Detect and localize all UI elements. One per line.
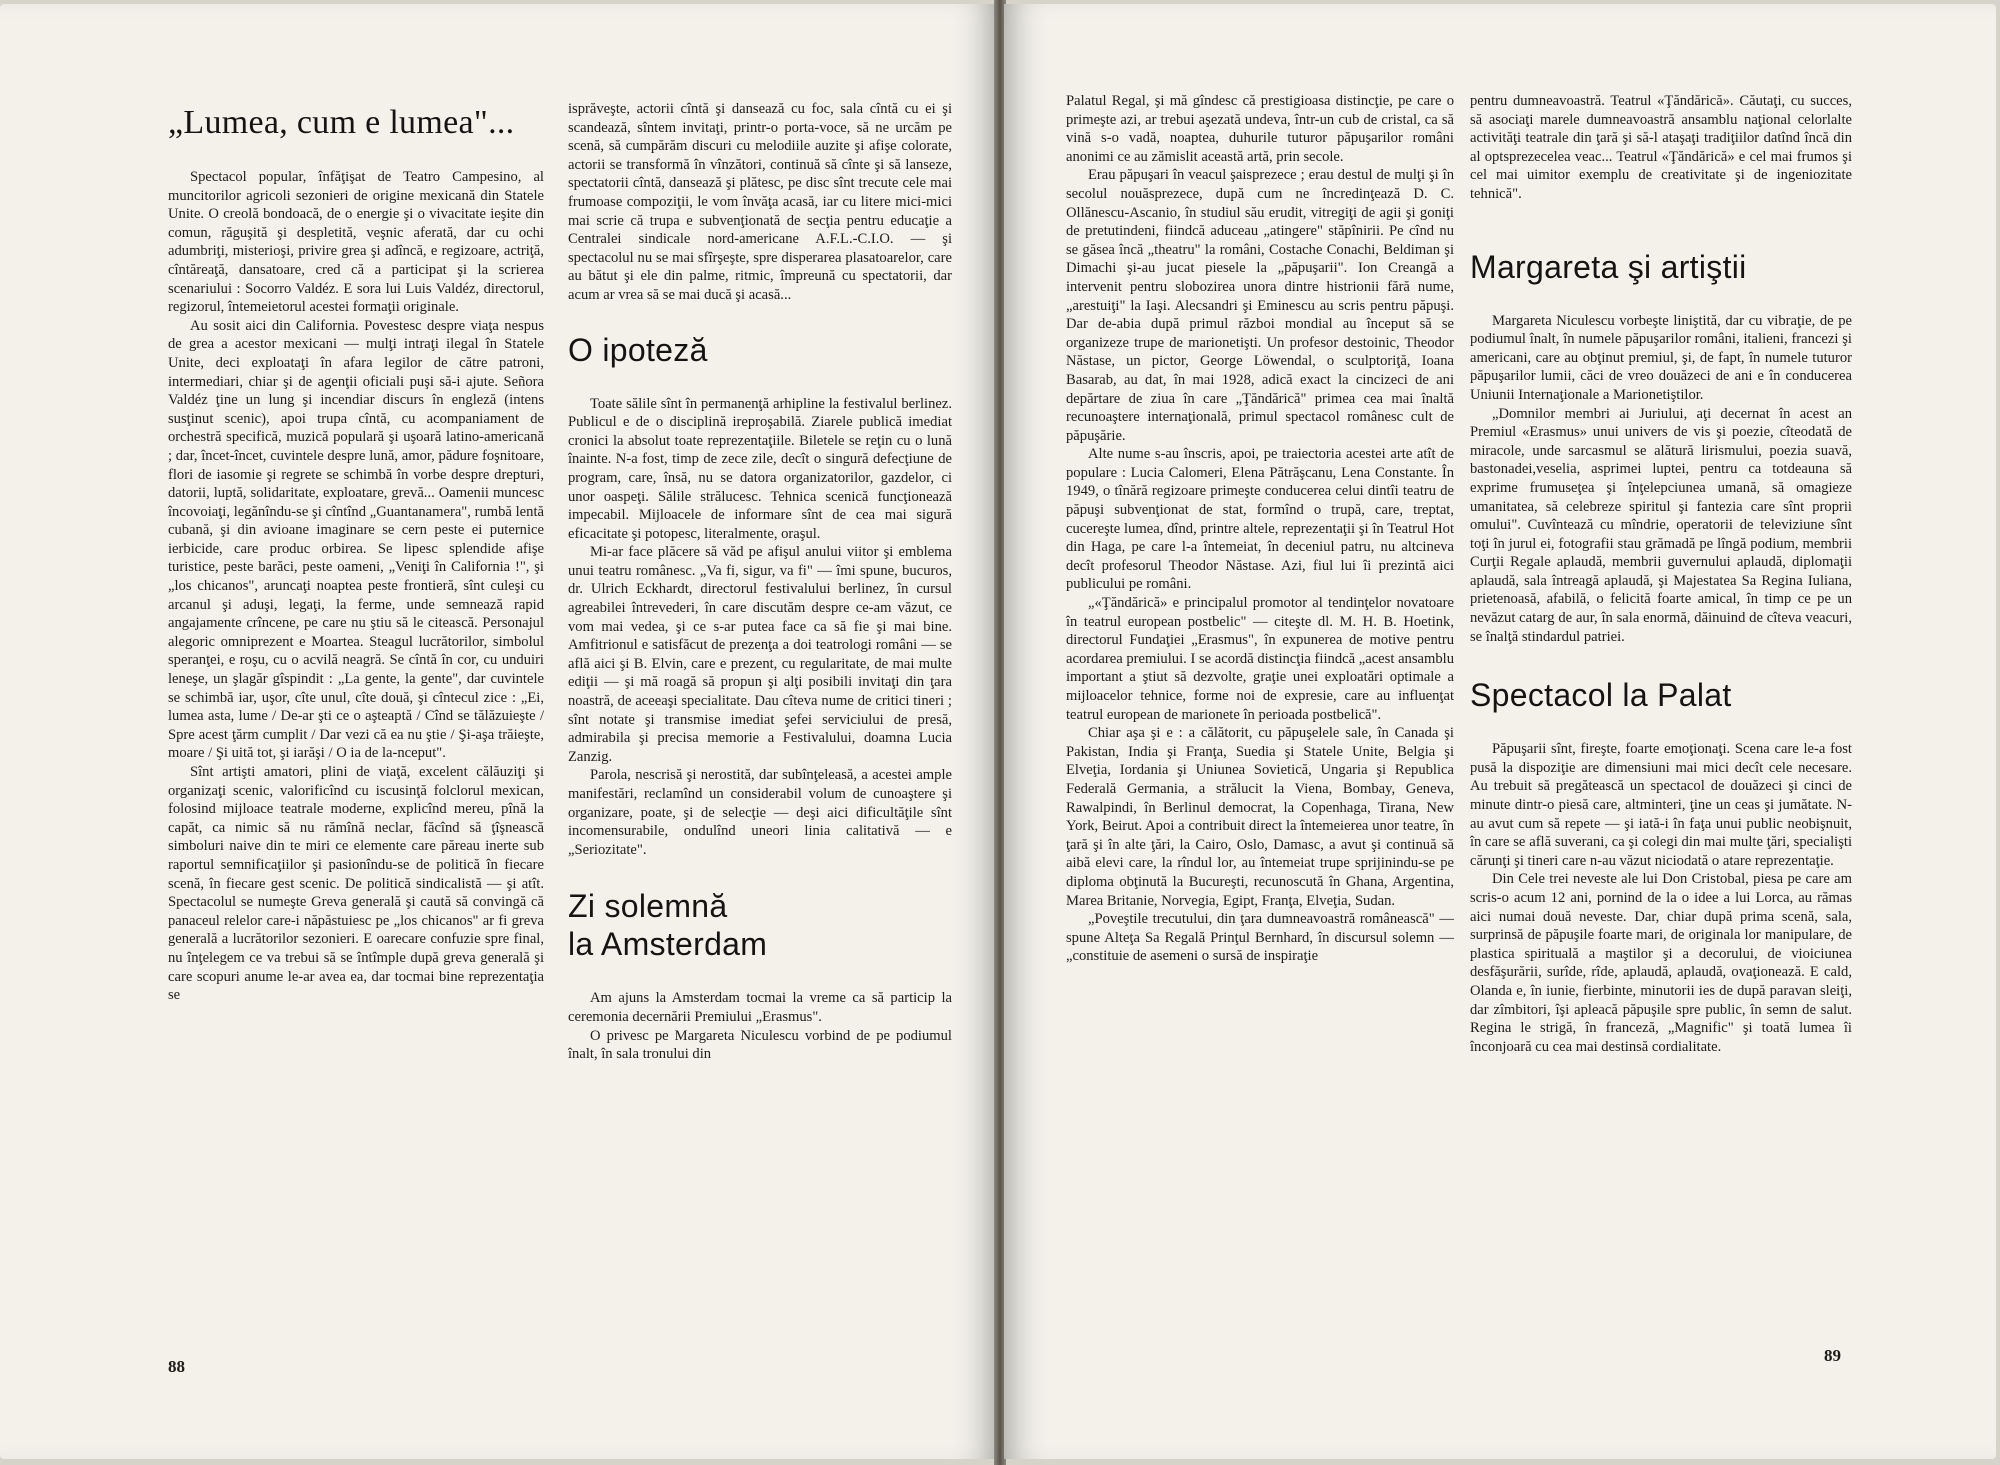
paragraph: Spectacol popular, înfăţişat de Teatro Campesino, al muncitorilor agricoli sezonieri de origine mexicană din Statele Unite. O creolă bondoacă, de o energie şi o vivacitate ieşite din comun, răguşită şi despletită, veşnic aferată, dar cu ochi adumbriţi, misterioşi, privire grea şi adîncă, e regizoare, actriţă, cîntăreaţă, dansatoare, cred că a participat şi la scrierea scenariului : Socorro Valdéz. E sora lui Luis Valdéz, directorul, regizorul, întemeietorul acestei formaţii originale. [168, 169, 544, 316]
paragraph: Mi-ar face plăcere să văd pe afişul anului viitor şi emblema unui teatru românesc. „Va fi, sigur, va fi" — îmi spune, bucuros, dr. Ulrich Eckhardt, directorul festivalului berlinez, în cursul agreabilei întrevederi, în care discutăm despre ce-am văzut, ce vom mai vedea, şi ce s-ar putea face ca să fie şi mai bine. Amfitrionul e satisfăcut de prezenţa a doi teatrologi români — se află aici şi B. Elvin, care e prezent, cu regularitate, de mai multe ediţii — şi mă roagă să propun şi alţi posibili invitaţi din ţara noastră, de aceeaşi specialitate. Dau cîteva nume de critici tineri ; sînt notate şi transmise imediat şefei serviciului de presă, admirabila şi precisa memorie a Festivalului, doamna Lucia Zanzig. [568, 544, 952, 765]
paragraph: pentru dumneavoastră. Teatrul «Ţăndărică». Căutaţi, cu succes, să asociaţi marele dumneavoastră ansamblu naţional celorlalte activităţi teatrale din ţară şi să-l ataşaţi tradiţiilor datînd încă din al optsprezecelea veac... Teatrul «Ţăndărică» e cel mai frumos şi cel mai uimitor exemplu de creativitate şi de ingeniozitate tehnică". [1470, 93, 1852, 202]
section-heading: O ipoteză [568, 331, 708, 368]
paragraph: Parola, nescrisă şi nerostită, dar subînţeleasă, a acestei ample manifestări, reclamînd un considerabil volum de cunoaştere şi organizare, poate, şi de selecţie — deşi aici dificultăţile sînt incomensurabile, ondulînd uneori linia calitativă — e „Seriozitate". [568, 767, 952, 858]
left-page [0, 4, 996, 1459]
page-number: 88 [168, 1357, 185, 1376]
column-2 [568, 100, 952, 1362]
paragraph: Chiar aşa şi e : a călătorit, cu păpuşelele sale, în Canada şi Pakistan, India şi Franţa, Suedia şi Statele Unite, Belgia şi Elveţia, Iordania şi Uniunea Sovietică, Ungaria şi Republica Federală Germania, a strălucit la Viena, Bombay, Geneva, Rawalpindi, în Berlinul democrat, la Copenhaga, Tirana, New York, Beirut. Apoi a contribuit direct la întemeierea unor teatre, în ţară şi în alte ţări, la Cairo, Oslo, Damasc, a avut şi continuă să aibă elevi care, la rîndul lor, au întemeiat trupe sprijinindu-se pe diploma obţinută la Bucureşti, recunoscută în Ghana, Argentina, Marea Britanie, Norvegia, Egipt, Franţa, Elveţia, Sudan. [1066, 725, 1454, 909]
section-heading: Spectacol la Palat [1470, 677, 1732, 714]
paragraph: „Domnilor membri ai Juriului, aţi decernat în acest an Premiul «Erasmus» unui univers de vis şi poezie, cîteodată de miracole, unde sarcasmul se alătură lirismului, poezia suavă, bastonadei,veselia, asprimei luptei, pentru ca totdeauna să exprime frumuseţea şi înţelepciunea umană, să omagieze umanitatea, să celebreze spiritul şi fantezia care sînt proprii omului". Cuvîntează cu mîndrie, operatorii de televiziune sînt toţi în jurul ei, fotografii stau grămadă pe lîngă podium, membrii Curţii Regale aplaudă, membrii guvernului aplaudă, diplomaţii aplaudă, sala întreagă aplaudă, şi Majestatea Sa Regina Iuliana, prietenoasă, afabilă, o felicită foarte amical, în timp ce pe un nevăzut catarg de aur, în sala enormă, dăinuind de cîteva veacuri, se înalţă stindardul patriei. [1470, 405, 1852, 645]
paragraph: Păpuşarii sînt, fireşte, foarte emoţionaţi. Scena care le-a fost pusă la dispoziţie are dimensiuni mai mici decît cele necesare. Au trebuit să pregătească un spectacol de douăzeci şi cinci de minute dintr-o piesă care, altminteri, ţine un ceas şi jumătate. N-au avut cum să repete — şi iată-i în faţa unui public neobişnuit, în care se află suverani, ca şi colegi din mai multe ţări, specialişti cărunţi şi tineri care n-au văzut niciodată o atare reprezentaţie. [1470, 741, 1852, 869]
right-page [1004, 4, 1996, 1459]
paragraph: Am ajuns la Amsterdam tocmai la vreme ca să particip la ceremonia decernării Premiului „Erasmus". [568, 990, 952, 1025]
paragraph: „Poveştile trecutului, din ţara dumneavoastră românească" — spune Alteţa Sa Regală Prinţul Bernhard, în discursul solemn — „constituie de asemeni o sursă de inspiraţie [1066, 911, 1454, 965]
paragraph: isprăveşte, actorii cîntă şi dansează cu foc, sala cîntă cu ei şi scandează, sîntem invitaţi, printr-o porta-voce, să ne urcăm pe scenă, să cumpărăm discuri cu melodiile auzite şi afişe colorate, actorii se transformă în vînzători, continuă să cînte şi să lanseze, spectatorii cîntă, dansează şi plătesc, pe disc sînt trecute cele mai frumoase compoziţii, le vom învăţa acasă, iar cu litere mici-mici mai scrie că trupa e subvenţionată de secţia pentru educaţie a Centralei sindicale nord-americane A.F.L.-C.I.O. — şi spectacolul nu se mai sfîrşeşte, spre disperarea plasatoarelor, care au bătut şi ele din palme, ritmic, împreună cu spectatorii, dar acum ar vrea să se mai ducă şi acasă... [568, 101, 952, 303]
paragraph: Palatul Regal, şi mă gîndesc că prestigioasa distincţie, pe care o primeşte azi, ar trebui aşezată undeva, într-un cub de cristal, ca să vină s-o vadă, noaptea, duhurile tuturor păpuşarilor români anonimi ce au zămislit această artă, prin secole. [1066, 93, 1454, 165]
section-heading-line: Zi solemnă [568, 888, 728, 925]
article-heading: „Lumea, cum e lumea"... [168, 104, 515, 141]
section-heading [568, 887, 952, 963]
paragraph: Margareta Niculescu vorbeşte liniştită, dar cu vibraţie, de pe podiumul înalt, în numele păpuşarilor români, italieni, francezi şi americani, care au obţinut premiul, şi, de fapt, în numele tuturor păpuşarilor lumii, căci de vreo douăzeci de ani e în conducerea Uniunii Internaţionale a Marionetiştilor. [1470, 312, 1852, 403]
column-1-body [168, 168, 544, 1005]
paragraph: O privesc pe Margareta Niculescu vorbind de pe podiumul înalt, în sala tronului din [568, 1027, 952, 1063]
paragraph: Erau păpuşari în veacul şaisprezece ; erau destul de mulţi şi în secolul nouăsprezece, după cum ne încredinţează D. C. Ollănescu-Ascanio, în studiul său erudit, vitregiţi de agii şi goniţi de pretutindeni, fiindcă aduceau „atingere" stăpînirii. Pe cînd nu se găsea încă „theatru" la români, Costache Conachi, Beldiman şi Dimachi şi-au jucat piesele la „păpuşarii". Ion Creangă a intervenit pentru slobozirea unora dintre histrionii fără nume, „arestuiţi" la Iaşi. Alecsandri şi Eminescu au scris pentru păpuşi. Dar de-abia după primul război mondial au început să se organizeze trupe de marionetişti. Un profesor destoinic, Theodor Năstase, un pictor, George Löwendal, o sculptoriţă, Ioana Basarab, au dat, în mai 1928, adică exact la cincizeci de ani depărtare de ziua în care „Ţăndărică" primea cea mai înaltă recunoaştere internaţională, primul spectacol românesc cult de păpuşărie. [1066, 167, 1454, 444]
section-heading-line: la Amsterdam [568, 926, 768, 963]
page-number: 89 [1824, 1346, 1841, 1365]
paragraph: Alte nume s-au înscris, apoi, pe traiectoria acestei arte atît de populare : Lucia Calomeri, Elena Pătrăşcanu, Lena Constante. În 1949, o tînără regizoare primeşte conducerea celui dintîi teatru de păpuşi subvenţionat de stat, formînd o trupă, care, treptat, cucereşte lumea, dînd, printre altele, reprezentaţii şi în Teatrul Hot din Haga, pe care l-a întemeiat, în deceniul patru, nu altcineva decît profesorul Theodor Năstase. Azi, fiul lui îi prezintă aici publicului pe români. [1066, 446, 1454, 593]
paragraph: Toate sălile sînt în permanenţă arhipline la festivalul berlinez. Publicul e de o disciplină ireproşabilă. Ziarele publică imediat cronici la absolut toate reprezentaţiile. Biletele se reţin cu o lună înainte. N-a fost, timp de zece zile, decît o singură defecţiune de program, care, însă, nu se datora organizatorilor, gazdelor, ci unor oaspeţi. Sălile strălucesc. Tehnica scenică funcţionează impecabil. Mijloacele de informare sînt de cea mai sigură eficacitate şi potopesc, literalmente, oraşul. [568, 395, 952, 542]
paragraph: Sînt artişti amatori, plini de viaţă, excelent călăuziţi şi organizaţi scenic, valorificînd cu iscusinţă folclorul mexican, folosind mijloace teatrale moderne, explicînd mereu, pînă la capăt, ca nimic să nu rămînă neclar, făcînd să ţîşnească simboluri naive din te miri ce elemente care păreau inerte sub raportul semnificaţiilor şi pasionîndu-se de politică în fiecare scenă, în fiecare gest scenic. De politică sindicalistă — şi atît. Spectacolul se numeşte Greva generală şi caută să convingă că panaceul relelor care-i năpăstuiesc pe „los chicanos" ar fi greva generală a lucrătorilor sezonieri. E oarecare confuzie spre final, nu înţelegem ce va trebui să se întîmple după greva generală şi care scopuri anume le-ar avea ea, dar tocmai bine reprezentaţia se [168, 764, 544, 1004]
column-3 [1066, 92, 1454, 1362]
column-4 [1470, 92, 1852, 1362]
section-heading: Margareta şi artiştii [1470, 248, 1747, 285]
paragraph: „«Ţăndărică» e principalul promotor al tendinţelor novatoare în teatrul european postbelic" — citeşte dl. M. H. B. Hoetink, directorul Fundaţiei „Erasmus", în expunerea de motive pentru acordarea premiului. I se acordă distincţia fiindcă „acest ansamblu important a ştiut să dezvolte, graţie unei exploatări optimale a mijloacelor tehnice, forme noi de expresie, care au influenţat teatrul european de marionete în perioada postbelică". [1066, 595, 1454, 723]
paragraph: Au sosit aici din California. Povestesc despre viaţa nespus de grea a acestor mexicani — mulţi intraţi ilegal în Statele Unite, deci exploataţi în afara legilor de către patroni, intermediari, chiar şi de agenţii oficiali puşi să-i ajute. Señora Valdéz ţine un lung şi incendiar discurs în engleză (intens susţinut scenic), apoi trupa cîntă, cu acompaniament de orchestră specifică, muzică populară şi uşoară latino-americană ; dar, încet-încet, cuvintele despre lună, amor, pădure foşnitoare, flori de iasomie şi regrete se schimbă în vorbe despre drepturi, datorii, luptă, solidaritate, exploatare, grevă... Oamenii muncesc încovoiaţi, legănîndu-se şi cîntînd „Guantanamera", rumbă lentă cubană, şi din avioane imaginare se cern peste ei puternice ierbicide, care produc orbirea. Se lipesc splendide afişe turistice, peste barăci, peste oameni, „Veniţi în California !", şi „los chicanos", aruncaţi noaptea peste frontieră, sînt culeşi cu arcanul şi aduşi, legaţi, la ferme, unde semnează rapid angajamente crîncene, pe care nu ştiu să le citească. Personajul alegoric omniprezent e Moartea. Steagul lucrătorilor, simbolul speranţei, e roşu, cu o acvilă neagră. Se cîntă în cor, cu unduiri leneşe, un şlagăr gîspindit : „La gente, la gente", dar cuvintele se schimbă iar, uşor, cîte unul, cîte două, şi cîntecul zice : „Ei, lumea asta, lume / De-ar şti ce o aşteaptă / Cînd se tălăzuieşte / Spre acest ţărm cumplit / Dar vezi că ea nu ştie / Şi-aşa trăieşte, moare / Şi uită tot, şi iarăşi / O ia de la-nceput". [168, 317, 544, 762]
paragraph: Din Cele trei neveste ale lui Don Cristobal, piesa pe care am scris-o acum 12 ani, pornind de la o idee a lui Lorca, au rămas aici numai două neveste. Dar, chiar după prima scenă, sala, surprinsă de păpuşile foarte mari, de originala lor manipulare, de plastica spirituală a maştilor şi a decorului, de vioiciunea desfăşurării, surîde, rîde, aplaudă, aplaudă, ovaţionează. E cald, Olanda e, în iunie, fierbinte, minutorii ies de după paravan sleiţi, dar zîmbitori, îşi apleacă păpuşile spre public, în semn de salut. Regina le strigă, în franceză, „Magnific" şi toată lumea îi înconjoară cu cea mai destinsă cordialitate. [1470, 871, 1852, 1055]
column-1 [168, 104, 544, 1362]
